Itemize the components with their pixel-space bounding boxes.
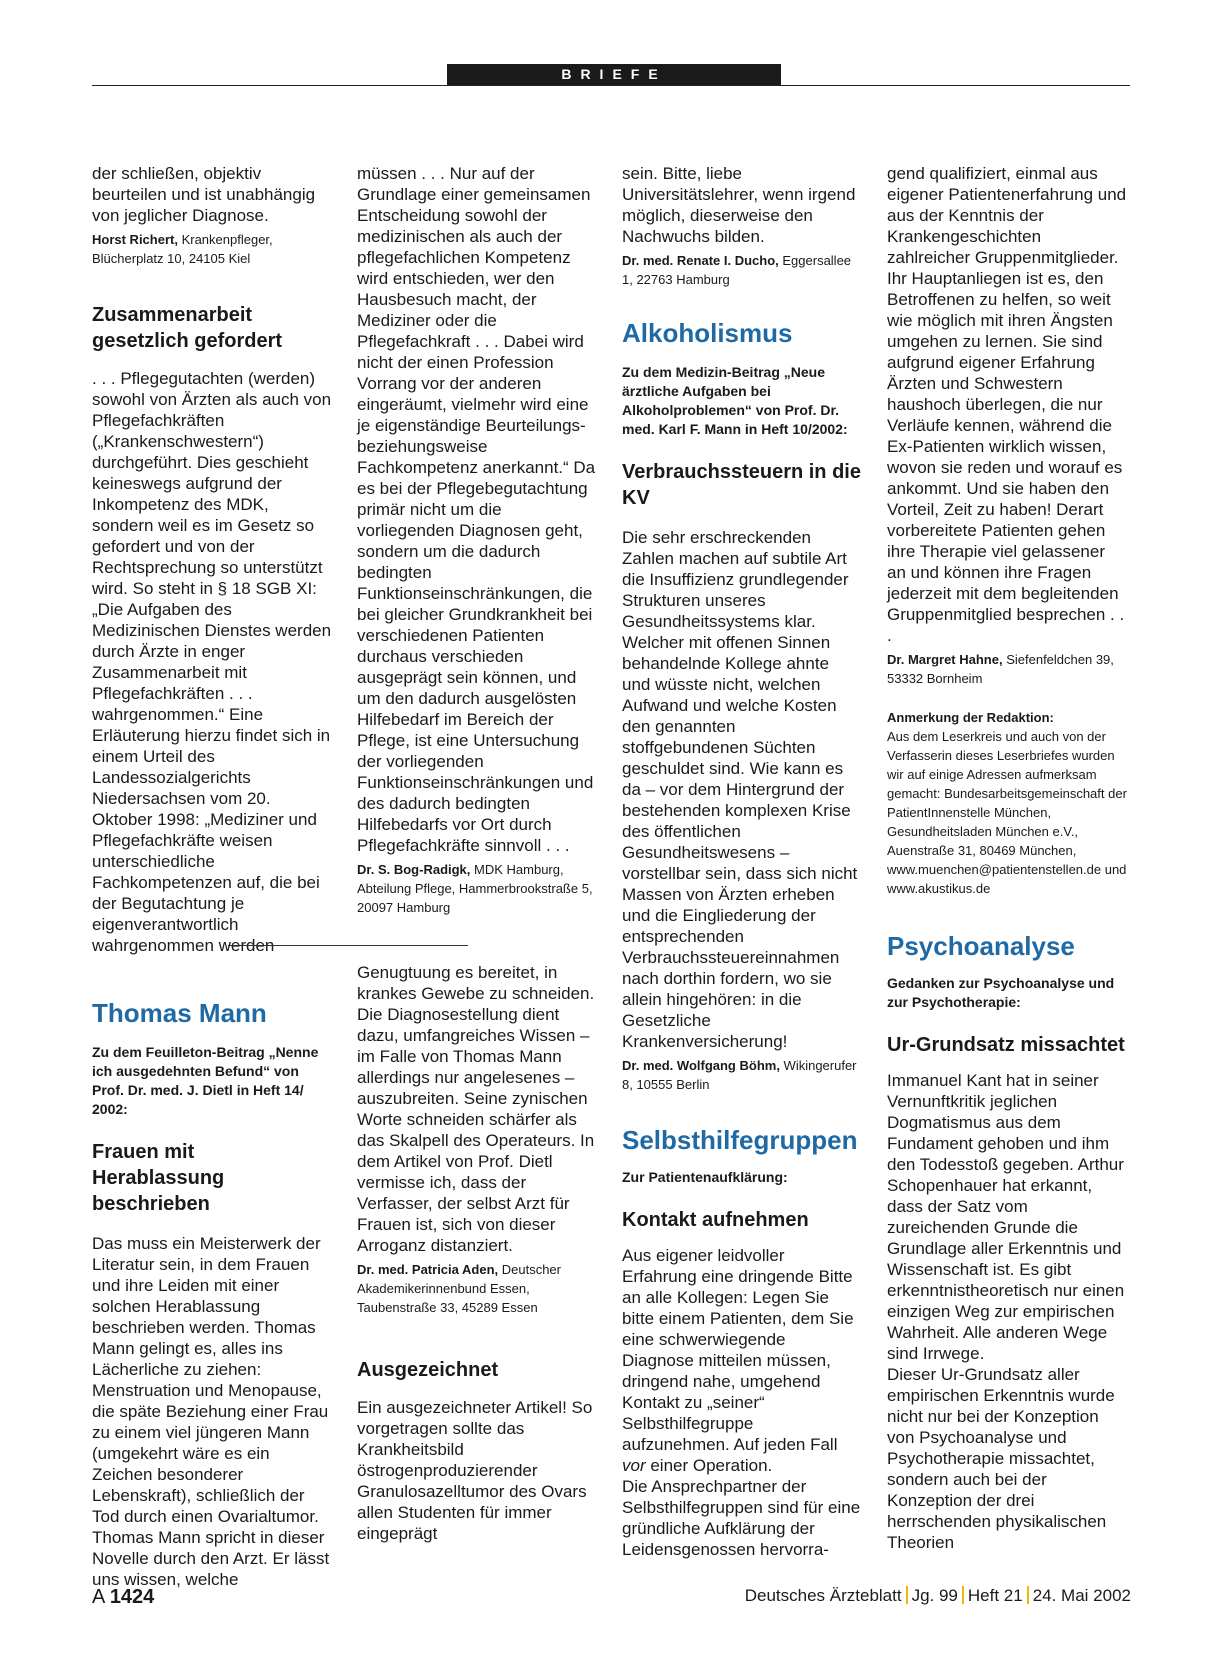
journal-volume: Jg. 99 <box>911 1586 958 1605</box>
letter-headline: Kontakt aufnehmen <box>622 1209 809 1231</box>
editor-note: Aus dem Leserkreis und auch von der Verfasserin dieses Leserbriefes wurden wir auf einige Adressen aufmerksam gemacht: Bundesarbeitsgemeinschaft der PatientInnenstelle München, Gesundheitsladen München e.V., Auenstraße 31, 80469 München, www.muenchen@patientenstellen.de und www.akustikus.de <box>887 729 1127 896</box>
letter-headline: Frauen mit Herablassung beschrieben <box>92 1141 225 1215</box>
separator <box>962 1586 964 1604</box>
letter-headline: Ur-Grundsatz missachtet <box>887 1034 1125 1056</box>
topic-title: Thomas Mann <box>92 998 267 1028</box>
letter-text: der schließen, objektiv beurteilen und ist unabhängig von jeglicher Diagnose. <box>92 164 316 225</box>
letter-text: Thomas Mann spricht in dieser Novelle durch den Arzt. Er lässt uns wissen, welche <box>92 1528 330 1589</box>
letter-signature: Dr. S. Bog-Radigk, MDK Hamburg, Abteilung Pflege, Hammerbrookstraße 5, 20097 Hamburg <box>357 862 593 915</box>
letter-text: müssen . . . Nur auf der Grundlage einer gemeinsamen Entscheidung sowohl der medizinischen als auch der pflegefachlichen Kompetenz wird entschieden, wer den Hausbesuch macht, der Mediziner oder die Pflegefachkraft . . . Dabei wird nicht der einen Profession Vorrang vor der anderen eingeräumt, vielmehr wird eine je eigenständige Beurteilungs- beziehungsweise Fachkompetenz anerkannt.“ Da es bei der Pflegebegutachtung primär nicht um die vorliegenden Diagnosen geht, sondern um die dadurch bedingten Funktionseinschränkungen, die bei gleicher Grundkrankheit bei verschiedenen Patienten durchaus verschieden ausgeprägt sein können, und um den dadurch ausgelösten Hilfebedarf im Bereich der Pflege, ist eine Untersuchung der vorliegenden Funktionseinschränkungen und des dadurch bedingten Hilfebedarfs vor Ort durch Pflegefachkräfte sinnvoll . . . <box>357 164 596 855</box>
separator <box>906 1586 908 1604</box>
editor-note-title: Anmerkung der Redaktion: <box>887 710 1054 725</box>
topic-title: Alkoholismus <box>622 318 793 348</box>
separator <box>1027 1586 1029 1604</box>
journal-info <box>745 1586 1131 1606</box>
topic-intro: Zu dem Feuilleton-Beitrag „Nenne ich ausgedehnten Befund“ von Prof. Dr. med. J. Dietl in Heft 14/ 2002: <box>92 1044 319 1117</box>
letter-signature: Dr. med. Renate I. Ducho, Eggersallee 1, 22763 Hamburg <box>622 253 852 287</box>
column-2 <box>357 163 597 917</box>
topic-title: Selbsthilfegruppen <box>622 1125 858 1155</box>
page-number: A 1424 <box>92 1586 155 1608</box>
header-rule <box>92 85 1130 86</box>
letter-text: Immanuel Kant hat in seiner Vernunftkritik jeglichen Dogmatismus aus dem Fundament gehoben und ihm den Todesstoß gegeben. Arthur Schopenhauer hat erkannt, dass der Satz vom zureichenden Grunde die Grundlage aller Erkenntnis und Wissenschaft ist. Es gibt erkenntnistheoretisch nur einen einzigen Weg zur empirischen Wahrheit. Alle anderen Wege sind Irrwege. <box>887 1071 1125 1363</box>
letter-text: Das muss ein Meisterwerk der Literatur sein, in dem Frauen und ihre Leiden mit einer solchen Herablassung beschrieben werden. Thomas Mann gelingt es, alles ins Lächerliche zu ziehen: Menstruation und Menopause, die späte Beziehung einer Frau zu einem viel jüngeren Mann (umgekehrt wäre es ein Zeichen besonderer Lebenskraft), schließlich der Tod durch einen Ovarialtumor. <box>92 1234 329 1526</box>
letter-signature: Dr. med. Patricia Aden, Deutscher Akademikerinnenbund Essen, Taubenstraße 33, 45289 Essen <box>357 1262 561 1315</box>
topic-intro: Zu dem Medizin-Beitrag „Neue ärztliche Aufgaben bei Alkoholproblemen“ von Prof. Dr. med. Karl F. Mann in Heft 10/2002: <box>622 364 848 437</box>
topic-title: Psychoanalyse <box>887 931 1075 961</box>
letter-headline: Verbrauchssteuern in die KV <box>622 461 861 509</box>
letter-signature: Dr. med. Wolfgang Böhm, Wikingerufer 8, 10555 Berlin <box>622 1058 857 1092</box>
journal-date: 24. Mai 2002 <box>1032 1586 1131 1605</box>
letter-text: sein. Bitte, liebe Universitätslehrer, wenn irgend möglich, dieserweise den Nachwuchs bilden. <box>622 164 856 246</box>
section-tag: BRIEFE <box>447 64 781 85</box>
journal-name: Deutsches Ärzteblatt <box>744 1586 902 1605</box>
letter-text: Genugtuung es bereitet, in krankes Gewebe zu schneiden. Die Diagnosestellung dient dazu, umfangreiches Wissen – im Falle von Thomas Mann allerdings nur angelesenes – auszubreiten. Seine zynischen Worte schneiden schärfer als das Skalpell des Operateurs. In dem Artikel von Prof. Dietl vermisse ich, dass der Verfasser, der selbst Arzt für Frauen ist, sich von dieser Arroganz distanziert. <box>357 963 595 1255</box>
column-1 <box>92 163 332 1590</box>
journal-issue: Heft 21 <box>967 1586 1023 1605</box>
letter-text: gend qualifiziert, einmal aus eigener Patientenerfahrung und aus der Kenntnis der Krankengeschichten zahlreicher Gruppenmitglieder. Ihr Hauptanliegen ist es, den Betroffenen zu helfen, so weit wie möglich mit ihren Ängsten umgehen zu lernen. Sie sind aufgrund eigener Erfahrung Ärzten und Schwestern haushoch überlegen, die nur Verläufe kennen, während die Ex-Patienten wirklich wissen, wovon sie reden und worauf es ankommt. Und sie haben den Vorteil, Zeit zu haben! Derart vorbereitete Patienten gehen ihre Therapie viel gelassener an und können ihre Fragen jederzeit mit dem begleitenden Gruppenmitglied besprechen . . . <box>887 164 1127 645</box>
letter-signature: Horst Richert, Krankenpfleger, Blücherplatz 10, 24105 Kiel <box>92 232 273 266</box>
letter-text: Ein ausgezeichneter Artikel! So vorgetragen sollte das Krankheitsbild östrogenproduzierender Granulosazelltumor des Ovars allen Studenten für immer eingeprägt <box>357 1398 593 1543</box>
letter-text: . . . Pflegegutachten (werden) sowohl von Ärzten als auch von Pflegefachkräften („Krankenschwestern“) durchgeführt. Dies geschieht keineswegs aufgrund der Inkompetenz des MDK, sondern weil es im Gesetz so gefordert und von der Rechtsprechung so unterstützt wird. So steht in § 18 SGB XI: „Die Aufgaben des Medizinischen Dienstes werden durch Ärzte in enger Zusammenarbeit mit Pflegefachkräften . . . wahrgenommen.“ Eine Erläuterung hierzu findet sich in einem Urteil des Landessozialgerichts Niedersachsen vom 20. Oktober 1998: „Mediziner und Pflegefachkräfte weisen unterschiedliche Fachkompetenzen auf, die bei der Begutachtung je eigenverantwortlich wahrgenommen werden <box>92 369 332 955</box>
column-4 <box>887 163 1127 1553</box>
column-2-lower <box>357 962 597 1544</box>
column-divider <box>228 945 468 946</box>
column-3 <box>622 163 862 1560</box>
topic-intro: Gedanken zur Psychoanalyse und zur Psychotherapie: <box>887 975 1115 1010</box>
topic-intro: Zur Patientenaufklärung: <box>622 1169 788 1185</box>
letter-text: Die sehr erschreckenden Zahlen machen auf subtile Art die Insuffizienz grundlegender Strukturen unseres Gesundheitssystems klar. Welcher mit offenen Sinnen behandelnde Kollege ahnte und wüsste nicht, welchen Aufwand und welche Kosten den genannten stoffgebundenen Süchten geschuldet sind. Wie kann es da – vor dem Hintergrund der bestehenden komplexen Krise des öffentlichen Gesundheitswesens – vorstellbar sein, dass sich nicht Massen von Ärzten erheben und die Eingliederung der entsprechenden Verbrauchssteuereinnahmen nach dorthin fordern, wo sie allein hingehören: in die Gesetzliche Krankenversicherung! <box>622 528 858 1051</box>
letter-headline: Zusammenarbeit gesetzlich gefordert <box>92 304 283 352</box>
letter-signature: Dr. Margret Hahne, Siefenfeldchen 39, 53332 Bornheim <box>887 652 1114 686</box>
letter-headline: Ausgezeichnet <box>357 1359 499 1381</box>
letter-text: Dieser Ur-Grundsatz aller empirischen Erkenntnis wurde nicht nur bei der Konzeption von Psychoanalyse und Psychotherapie missachtet, sondern auch bei der Konzeption der drei herrschenden physikalischen Theorien <box>887 1365 1115 1552</box>
letter-text: Aus eigener leidvoller Erfahrung eine dringende Bitte an alle Kollegen: Legen Sie bitte einem Patienten, dem Sie eine schwerwiegende Diagnose mitteilen müssen, dringend nahe, umgehend Kontakt zu „seiner“ Selbsthilfegruppe aufzunehmen. Auf jeden Fall vor einer Operation. <box>622 1246 854 1475</box>
letter-text: Die Ansprechpartner der Selbsthilfegruppen sind für eine gründliche Aufklärung der Leidensgenossen hervorra- <box>622 1477 861 1559</box>
